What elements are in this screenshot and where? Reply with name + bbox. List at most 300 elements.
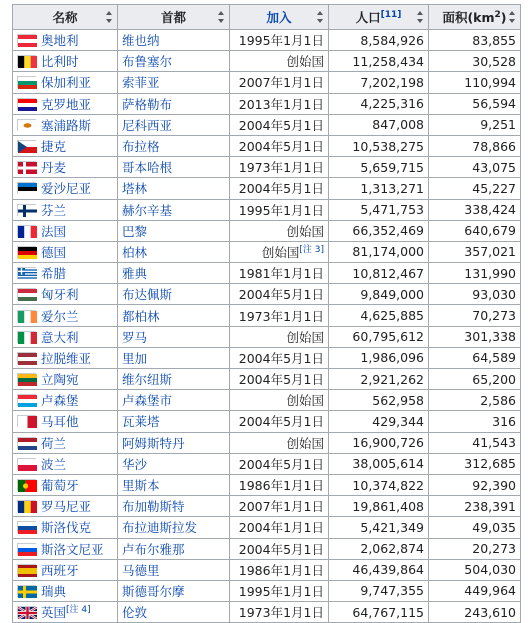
table-row bbox=[13, 51, 521, 72]
joined-value: 2004年5月1日 bbox=[238, 456, 324, 472]
population-cell: 429,344 bbox=[329, 411, 429, 432]
joined-value: 1995年1月1日 bbox=[238, 33, 324, 49]
population-cell: 10,374,822 bbox=[329, 474, 429, 495]
capital-cell bbox=[118, 72, 230, 93]
population-cell: 5,659,715 bbox=[329, 157, 429, 178]
eu-member-states-table bbox=[12, 4, 521, 623]
area-cell: 449,964 bbox=[429, 580, 521, 601]
country-cell bbox=[13, 496, 118, 517]
table-row bbox=[13, 220, 521, 241]
column-header-label[interactable]: 加入 bbox=[266, 10, 292, 25]
joined-cell bbox=[230, 178, 329, 199]
column-header-area[interactable] bbox=[429, 5, 521, 30]
area-cell: 243,610 bbox=[429, 602, 521, 623]
population-cell: 19,861,408 bbox=[329, 496, 429, 517]
country-link[interactable]: 克罗地亚 bbox=[41, 96, 92, 112]
flag-icon bbox=[17, 331, 36, 343]
population-cell: 46,439,864 bbox=[329, 559, 429, 580]
joined-value: 创始国 bbox=[286, 223, 324, 239]
capital-link[interactable]: 斯德哥尔摩 bbox=[122, 583, 185, 599]
country-cell bbox=[13, 453, 118, 474]
country-cell bbox=[13, 474, 118, 495]
flag-icon bbox=[17, 543, 36, 555]
joined-cell bbox=[230, 369, 329, 390]
area-cell: 78,866 bbox=[429, 135, 521, 156]
capital-link[interactable]: 里加 bbox=[122, 350, 148, 366]
flag-icon bbox=[17, 310, 36, 322]
flag-icon bbox=[17, 161, 36, 173]
country-link[interactable]: 荷兰 bbox=[41, 435, 67, 451]
flag-icon bbox=[17, 500, 36, 512]
joined-cell bbox=[230, 580, 329, 601]
flag-icon bbox=[17, 267, 36, 279]
capital-cell bbox=[118, 411, 230, 432]
flag-icon bbox=[17, 34, 36, 46]
country-link[interactable]: 法国 bbox=[41, 223, 67, 239]
flag-icon bbox=[17, 225, 36, 237]
column-header-label: 名称 bbox=[52, 10, 78, 25]
joined-cell bbox=[230, 114, 329, 135]
population-cell: 10,538,275 bbox=[329, 135, 429, 156]
joined-value: 1981年1月1日 bbox=[238, 266, 324, 282]
joined-cell bbox=[230, 284, 329, 305]
country-cell bbox=[13, 284, 118, 305]
joined-cell bbox=[230, 72, 329, 93]
table-row bbox=[13, 411, 521, 432]
table-row bbox=[13, 263, 521, 284]
table-row bbox=[13, 30, 521, 51]
country-cell bbox=[13, 347, 118, 368]
country-link[interactable]: 罗马尼亚 bbox=[41, 499, 92, 515]
country-cell bbox=[13, 602, 118, 623]
area-cell: 41,543 bbox=[429, 432, 521, 453]
table-row bbox=[13, 496, 521, 517]
capital-cell bbox=[118, 602, 230, 623]
population-cell: 64,767,115 bbox=[329, 602, 429, 623]
table-row bbox=[13, 347, 521, 368]
country-cell bbox=[13, 30, 118, 51]
flag-icon bbox=[17, 140, 36, 152]
country-link[interactable]: 爱尔兰 bbox=[41, 308, 79, 324]
sort-icon[interactable] bbox=[317, 11, 324, 23]
capital-cell bbox=[118, 30, 230, 51]
flag-icon bbox=[17, 76, 36, 88]
population-cell: 847,008 bbox=[329, 114, 429, 135]
joined-cell bbox=[230, 538, 329, 559]
column-header-name[interactable] bbox=[13, 5, 118, 30]
capital-cell bbox=[118, 284, 230, 305]
country-link[interactable]: 捷克 bbox=[41, 139, 67, 155]
table-row bbox=[13, 135, 521, 156]
table-row bbox=[13, 580, 521, 601]
capital-cell bbox=[118, 135, 230, 156]
capital-cell bbox=[118, 305, 230, 326]
country-link[interactable]: 斯洛文尼亚 bbox=[41, 541, 104, 557]
country-cell bbox=[13, 538, 118, 559]
country-link[interactable]: 丹麦 bbox=[41, 160, 67, 176]
area-cell: 70,273 bbox=[429, 305, 521, 326]
capital-cell bbox=[118, 199, 230, 220]
flag-icon bbox=[17, 564, 36, 576]
country-cell bbox=[13, 135, 118, 156]
country-link[interactable]: 西班牙 bbox=[41, 562, 79, 578]
table-header-row bbox=[13, 5, 521, 30]
joined-cell bbox=[230, 157, 329, 178]
country-cell bbox=[13, 199, 118, 220]
capital-link[interactable]: 罗马 bbox=[122, 329, 148, 345]
capital-link[interactable]: 尼科西亚 bbox=[122, 117, 173, 133]
population-cell: 1,313,271 bbox=[329, 178, 429, 199]
population-cell: 38,005,614 bbox=[329, 453, 429, 474]
column-header-label: 面积(km bbox=[442, 10, 495, 25]
capital-cell bbox=[118, 326, 230, 347]
joined-cell bbox=[230, 390, 329, 411]
table-row bbox=[13, 326, 521, 347]
flag-icon bbox=[17, 437, 36, 449]
area-cell: 93,030 bbox=[429, 284, 521, 305]
flag-icon bbox=[17, 182, 36, 194]
capital-link[interactable]: 卢森堡市 bbox=[122, 393, 173, 409]
country-cell bbox=[13, 72, 118, 93]
country-link[interactable]: 保加利亚 bbox=[41, 75, 92, 91]
capital-cell bbox=[118, 178, 230, 199]
capital-link[interactable]: 索菲亚 bbox=[122, 75, 160, 91]
capital-cell bbox=[118, 390, 230, 411]
joined-value: 2004年5月1日 bbox=[238, 181, 324, 197]
joined-value: 1995年1月1日 bbox=[238, 583, 324, 599]
country-link[interactable]: 马耳他 bbox=[41, 414, 79, 430]
country-link[interactable]: 匈牙利 bbox=[41, 287, 79, 303]
flag-icon bbox=[17, 585, 36, 597]
capital-link[interactable]: 布达佩斯 bbox=[122, 287, 173, 303]
area-cell: 45,227 bbox=[429, 178, 521, 199]
flag-icon bbox=[17, 352, 36, 364]
capital-cell bbox=[118, 347, 230, 368]
joined-cell bbox=[230, 199, 329, 220]
country-link[interactable]: 芬兰 bbox=[41, 202, 67, 218]
capital-cell bbox=[118, 51, 230, 72]
joined-value: 1973年1月1日 bbox=[238, 605, 324, 621]
joined-value: 创始国 bbox=[286, 393, 324, 409]
population-cell: 1,986,096 bbox=[329, 347, 429, 368]
table-row bbox=[13, 538, 521, 559]
capital-link[interactable]: 里斯本 bbox=[122, 478, 160, 494]
area-cell: 65,200 bbox=[429, 369, 521, 390]
country-link[interactable]: 卢森堡 bbox=[41, 393, 79, 409]
area-cell: 110,994 bbox=[429, 72, 521, 93]
population-cell: 2,921,262 bbox=[329, 369, 429, 390]
country-link[interactable]: 爱沙尼亚 bbox=[41, 181, 92, 197]
country-cell bbox=[13, 580, 118, 601]
joined-cell bbox=[230, 602, 329, 623]
joined-value: 2004年5月1日 bbox=[238, 287, 324, 303]
capital-cell bbox=[118, 580, 230, 601]
population-cell: 5,421,349 bbox=[329, 517, 429, 538]
joined-cell bbox=[230, 559, 329, 580]
joined-value: 2004年5月1日 bbox=[238, 117, 324, 133]
country-cell bbox=[13, 432, 118, 453]
joined-cell bbox=[230, 135, 329, 156]
table-row bbox=[13, 284, 521, 305]
capital-link[interactable]: 塔林 bbox=[122, 181, 148, 197]
joined-value: 1986年1月1日 bbox=[238, 478, 324, 494]
country-link[interactable]: 英国 bbox=[41, 605, 67, 621]
table-row bbox=[13, 453, 521, 474]
joined-value: 2004年5月1日 bbox=[238, 372, 324, 388]
capital-cell bbox=[118, 559, 230, 580]
area-cell: 64,589 bbox=[429, 347, 521, 368]
country-link[interactable]: 瑞典 bbox=[41, 583, 67, 599]
capital-cell bbox=[118, 157, 230, 178]
capital-link[interactable]: 布加勒斯特 bbox=[122, 499, 185, 515]
capital-link[interactable]: 柏林 bbox=[122, 244, 148, 260]
column-header-capital[interactable] bbox=[118, 5, 230, 30]
flag-icon bbox=[17, 98, 36, 110]
country-cell bbox=[13, 305, 118, 326]
country-cell bbox=[13, 178, 118, 199]
country-cell bbox=[13, 369, 118, 390]
area-cell: 640,679 bbox=[429, 220, 521, 241]
population-cell: 10,812,467 bbox=[329, 263, 429, 284]
capital-cell bbox=[118, 496, 230, 517]
joined-cell bbox=[230, 496, 329, 517]
column-header-label: 人口 bbox=[355, 10, 381, 25]
flag-icon bbox=[17, 288, 36, 300]
country-cell bbox=[13, 51, 118, 72]
capital-link[interactable]: 马德里 bbox=[122, 562, 160, 578]
country-cell bbox=[13, 220, 118, 241]
flag-icon bbox=[17, 458, 36, 470]
area-cell: 316 bbox=[429, 411, 521, 432]
joined-cell bbox=[230, 474, 329, 495]
column-header-population[interactable] bbox=[329, 5, 429, 30]
country-link[interactable]: 斯洛伐克 bbox=[41, 520, 92, 536]
country-cell bbox=[13, 517, 118, 538]
country-link[interactable]: 拉脱维亚 bbox=[41, 350, 92, 366]
joined-value: 2004年5月1日 bbox=[238, 139, 324, 155]
table-row bbox=[13, 517, 521, 538]
capital-link[interactable]: 赫尔辛基 bbox=[122, 202, 173, 218]
table-row bbox=[13, 474, 521, 495]
population-cell: 4,225,316 bbox=[329, 93, 429, 114]
country-cell bbox=[13, 559, 118, 580]
table-row bbox=[13, 114, 521, 135]
country-link[interactable]: 立陶宛 bbox=[41, 372, 79, 388]
joined-value: 2013年1月1日 bbox=[238, 96, 324, 112]
capital-cell bbox=[118, 93, 230, 114]
area-cell: 338,424 bbox=[429, 199, 521, 220]
table-row bbox=[13, 93, 521, 114]
capital-link[interactable]: 阿姆斯特丹 bbox=[122, 435, 185, 451]
area-cell: 30,528 bbox=[429, 51, 521, 72]
joined-value: 2004年5月1日 bbox=[238, 350, 324, 366]
superscript: 2 bbox=[494, 9, 501, 20]
capital-link[interactable]: 布拉格 bbox=[122, 139, 160, 155]
table-row bbox=[13, 559, 521, 580]
joined-cell bbox=[230, 347, 329, 368]
area-cell: 83,855 bbox=[429, 30, 521, 51]
country-cell bbox=[13, 263, 118, 284]
population-cell: 9,849,000 bbox=[329, 284, 429, 305]
population-cell: 7,202,198 bbox=[329, 72, 429, 93]
flag-icon bbox=[17, 521, 36, 533]
capital-cell bbox=[118, 369, 230, 390]
population-cell: 66,352,469 bbox=[329, 220, 429, 241]
country-link[interactable]: 葡萄牙 bbox=[41, 478, 79, 494]
sort-icon[interactable] bbox=[106, 11, 113, 23]
capital-link[interactable]: 华沙 bbox=[122, 456, 148, 472]
joined-cell bbox=[230, 305, 329, 326]
column-header-label: ) bbox=[500, 10, 507, 25]
joined-value: 1995年1月1日 bbox=[238, 202, 324, 218]
capital-cell bbox=[118, 263, 230, 284]
area-cell: 92,390 bbox=[429, 474, 521, 495]
capital-link[interactable]: 卢布尔雅那 bbox=[122, 541, 185, 557]
area-cell: 9,251 bbox=[429, 114, 521, 135]
joined-cell bbox=[230, 93, 329, 114]
joined-value: 创始国 bbox=[286, 435, 324, 451]
joined-cell bbox=[230, 241, 329, 262]
country-cell bbox=[13, 241, 118, 262]
area-cell: 20,273 bbox=[429, 538, 521, 559]
joined-cell bbox=[230, 51, 329, 72]
table-row bbox=[13, 241, 521, 262]
capital-link[interactable]: 维尔纽斯 bbox=[122, 372, 173, 388]
note-link[interactable]: [注 4] bbox=[66, 605, 91, 615]
joined-value: 1986年1月1日 bbox=[238, 562, 324, 578]
country-link[interactable]: 德国 bbox=[41, 244, 67, 260]
flag-icon bbox=[17, 394, 36, 406]
area-cell: 2,586 bbox=[429, 390, 521, 411]
country-link[interactable]: 希腊 bbox=[41, 266, 67, 282]
capital-link[interactable]: 伦敦 bbox=[122, 605, 148, 621]
population-cell: 8,584,926 bbox=[329, 30, 429, 51]
capital-cell bbox=[118, 114, 230, 135]
capital-link[interactable]: 哥本哈根 bbox=[122, 160, 173, 176]
table-row bbox=[13, 157, 521, 178]
column-header-joined[interactable] bbox=[230, 5, 329, 30]
joined-cell bbox=[230, 263, 329, 284]
joined-value: 2004年5月1日 bbox=[238, 414, 324, 430]
table-row bbox=[13, 199, 521, 220]
joined-value: 2007年1月1日 bbox=[238, 499, 324, 515]
table-row bbox=[13, 390, 521, 411]
area-cell: 43,075 bbox=[429, 157, 521, 178]
area-cell: 301,338 bbox=[429, 326, 521, 347]
population-cell: 4,625,885 bbox=[329, 305, 429, 326]
reference-link[interactable]: [11] bbox=[380, 9, 402, 20]
area-cell: 131,990 bbox=[429, 263, 521, 284]
joined-cell bbox=[230, 220, 329, 241]
table-row bbox=[13, 602, 521, 623]
population-cell: 60,795,612 bbox=[329, 326, 429, 347]
sort-icon[interactable] bbox=[417, 11, 424, 23]
capital-cell bbox=[118, 538, 230, 559]
flag-icon bbox=[17, 479, 36, 491]
country-link[interactable]: 奥地利 bbox=[41, 33, 79, 49]
table-row bbox=[13, 72, 521, 93]
area-cell: 56,594 bbox=[429, 93, 521, 114]
capital-link[interactable]: 雅典 bbox=[122, 266, 148, 282]
capital-link[interactable]: 巴黎 bbox=[122, 223, 148, 239]
column-header-label: 首都 bbox=[160, 10, 186, 25]
population-cell: 9,747,355 bbox=[329, 580, 429, 601]
country-cell bbox=[13, 326, 118, 347]
note-link[interactable]: [注 3] bbox=[299, 244, 324, 255]
joined-value: 2007年1月1日 bbox=[238, 75, 324, 91]
capital-link[interactable]: 布鲁塞尔 bbox=[122, 54, 173, 70]
joined-value: 创始国 bbox=[286, 329, 324, 345]
area-cell: 357,021 bbox=[429, 241, 521, 262]
country-cell bbox=[13, 114, 118, 135]
joined-value: 2004年1月1日 bbox=[238, 520, 324, 536]
flag-icon bbox=[17, 246, 36, 258]
sort-icon[interactable] bbox=[218, 11, 225, 23]
joined-value: 创始国 bbox=[286, 54, 324, 70]
capital-cell bbox=[118, 474, 230, 495]
area-cell: 504,030 bbox=[429, 559, 521, 580]
population-cell: 2,062,874 bbox=[329, 538, 429, 559]
capital-cell bbox=[118, 241, 230, 262]
joined-cell bbox=[230, 326, 329, 347]
capital-cell bbox=[118, 517, 230, 538]
flag-icon bbox=[17, 415, 36, 427]
joined-cell bbox=[230, 411, 329, 432]
population-cell: 81,174,000 bbox=[329, 241, 429, 262]
country-link[interactable]: 波兰 bbox=[41, 456, 67, 472]
capital-link[interactable]: 维也纳 bbox=[122, 33, 160, 49]
capital-cell bbox=[118, 432, 230, 453]
joined-cell bbox=[230, 432, 329, 453]
table-row bbox=[13, 369, 521, 390]
table-row bbox=[13, 178, 521, 199]
country-cell bbox=[13, 93, 118, 114]
area-cell: 49,035 bbox=[429, 517, 521, 538]
capital-link[interactable]: 瓦莱塔 bbox=[122, 414, 160, 430]
capital-cell bbox=[118, 220, 230, 241]
sort-icon[interactable] bbox=[509, 11, 516, 23]
joined-value: 1973年1月1日 bbox=[238, 308, 324, 324]
country-link[interactable]: 塞浦路斯 bbox=[41, 117, 92, 133]
country-link[interactable]: 比利时 bbox=[41, 54, 79, 70]
population-cell: 5,471,753 bbox=[329, 199, 429, 220]
country-cell bbox=[13, 411, 118, 432]
population-cell: 16,900,726 bbox=[329, 432, 429, 453]
capital-link[interactable]: 萨格勒布 bbox=[122, 96, 173, 112]
joined-cell bbox=[230, 453, 329, 474]
country-cell bbox=[13, 390, 118, 411]
area-cell: 238,391 bbox=[429, 496, 521, 517]
joined-value: 1973年1月1日 bbox=[238, 160, 324, 176]
flag-icon bbox=[17, 55, 36, 67]
joined-value: 2004年5月1日 bbox=[238, 541, 324, 557]
flag-icon bbox=[17, 373, 36, 385]
country-cell bbox=[13, 157, 118, 178]
capital-link[interactable]: 布拉迪斯拉发 bbox=[122, 520, 198, 536]
joined-cell bbox=[230, 30, 329, 51]
joined-cell bbox=[230, 517, 329, 538]
country-link[interactable]: 意大利 bbox=[41, 329, 79, 345]
flag-icon bbox=[17, 606, 36, 618]
population-cell: 11,258,434 bbox=[329, 51, 429, 72]
table-row bbox=[13, 432, 521, 453]
joined-value: 创始国 bbox=[261, 244, 300, 260]
capital-link[interactable]: 都柏林 bbox=[122, 308, 160, 324]
flag-icon bbox=[17, 119, 36, 131]
capital-cell bbox=[118, 453, 230, 474]
table-row bbox=[13, 305, 521, 326]
flag-icon bbox=[17, 204, 36, 216]
